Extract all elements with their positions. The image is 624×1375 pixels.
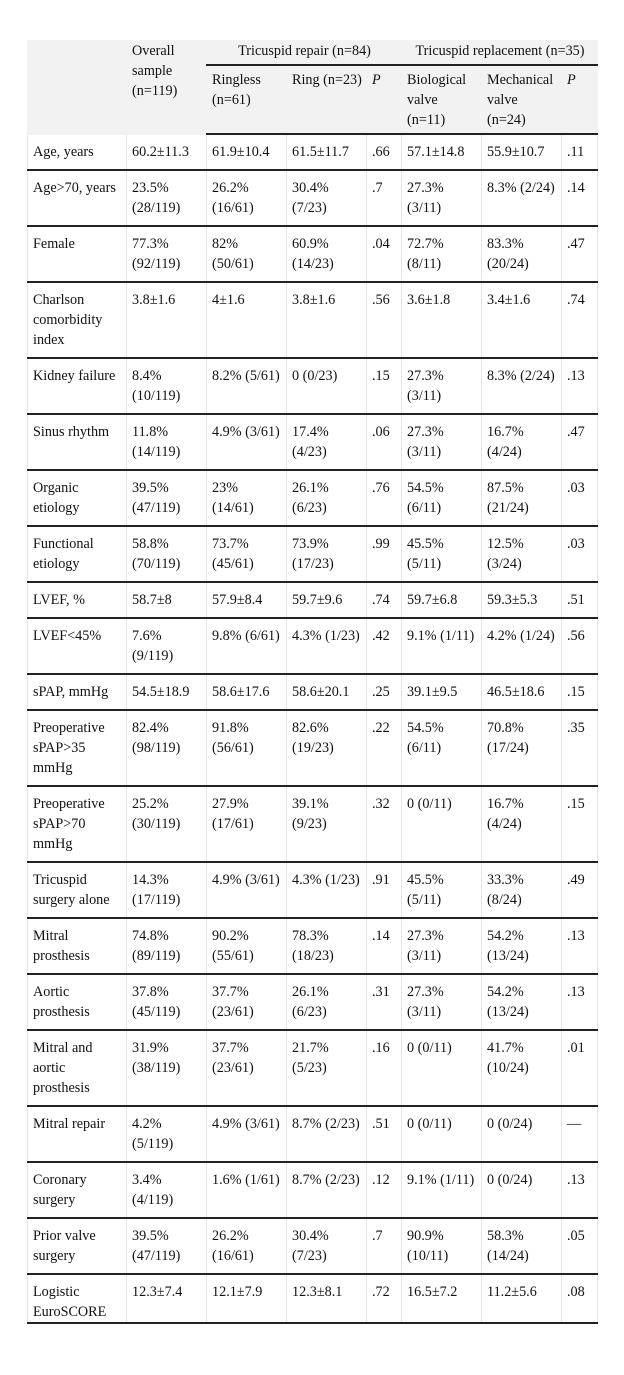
cell-ring: 73.9% (17/23) [287, 526, 367, 582]
cell-overall: 7.6% (9/119) [127, 618, 207, 674]
cell-biological: 27.3% (3/11) [402, 414, 482, 470]
row-label: Logistic EuroSCORE [28, 1274, 127, 1323]
header-ringless: Ringless (n=61) [207, 65, 287, 134]
table-row [28, 170, 598, 226]
row-label: Functional etiology [28, 526, 127, 582]
cell-ring: 4.3% (1/23) [287, 618, 367, 674]
cell-p-replacement: .35 [562, 710, 598, 786]
cell-ringless: 57.9±8.4 [207, 582, 287, 618]
cell-mechanical: 41.7% (10/24) [482, 1030, 562, 1106]
cell-ring: 12.3±8.1 [287, 1274, 367, 1323]
table-row [28, 1030, 598, 1106]
cell-overall: 77.3% (92/119) [127, 226, 207, 282]
cell-ring: 4.3% (1/23) [287, 862, 367, 918]
cell-p-replacement: .14 [562, 170, 598, 226]
cell-ring: 58.6±20.1 [287, 674, 367, 710]
cell-p-replacement: .13 [562, 918, 598, 974]
cell-ring: 17.4% (4/23) [287, 414, 367, 470]
cell-biological: 27.3% (3/11) [402, 358, 482, 414]
cell-mechanical: 16.7% (4/24) [482, 414, 562, 470]
cell-p-repair: .66 [367, 134, 402, 170]
row-label: Preoperative sPAP>70 mmHg [28, 786, 127, 862]
cell-biological: 3.6±1.8 [402, 282, 482, 358]
table-container [27, 40, 597, 1324]
table-row [28, 282, 598, 358]
header-replacement-group: Tricuspid replacement (n=35) [402, 41, 598, 66]
table-row [28, 470, 598, 526]
cell-p-repair: .25 [367, 674, 402, 710]
cell-p-replacement: .47 [562, 414, 598, 470]
cell-p-replacement: .49 [562, 862, 598, 918]
header-row-1 [28, 41, 598, 66]
cell-ring: 26.1% (6/23) [287, 974, 367, 1030]
cell-overall: 14.3% (17/119) [127, 862, 207, 918]
cell-p-repair: .99 [367, 526, 402, 582]
cell-ring: 82.6% (19/23) [287, 710, 367, 786]
cell-mechanical: 33.3% (8/24) [482, 862, 562, 918]
table-row [28, 526, 598, 582]
cell-biological: 9.1% (1/11) [402, 1162, 482, 1218]
cell-ring: 39.1% (9/23) [287, 786, 367, 862]
cell-ringless: 26.2% (16/61) [207, 170, 287, 226]
cell-ring: 3.8±1.6 [287, 282, 367, 358]
cell-p-replacement: .03 [562, 526, 598, 582]
cell-ringless: 91.8% (56/61) [207, 710, 287, 786]
cell-p-replacement: .13 [562, 358, 598, 414]
cell-overall: 25.2% (30/119) [127, 786, 207, 862]
cell-ring: 60.9% (14/23) [287, 226, 367, 282]
cell-ringless: 1.6% (1/61) [207, 1162, 287, 1218]
cell-p-replacement: — [562, 1106, 598, 1162]
cell-p-replacement: .08 [562, 1274, 598, 1323]
cell-overall: 3.8±1.6 [127, 282, 207, 358]
cell-mechanical: 70.8% (17/24) [482, 710, 562, 786]
cell-biological: 0 (0/11) [402, 786, 482, 862]
cell-p-repair: .76 [367, 470, 402, 526]
header-corner [28, 41, 127, 135]
cell-ringless: 61.9±10.4 [207, 134, 287, 170]
cell-ringless: 90.2% (55/61) [207, 918, 287, 974]
cell-mechanical: 0 (0/24) [482, 1162, 562, 1218]
cell-biological: 45.5% (5/11) [402, 862, 482, 918]
cell-ringless: 82% (50/61) [207, 226, 287, 282]
cell-overall: 82.4% (98/119) [127, 710, 207, 786]
baseline-characteristics-table [27, 40, 598, 1324]
cell-p-replacement: .03 [562, 470, 598, 526]
table-row [28, 1218, 598, 1274]
cell-ringless: 73.7% (45/61) [207, 526, 287, 582]
row-label: Coronary surgery [28, 1162, 127, 1218]
cell-overall: 11.8% (14/119) [127, 414, 207, 470]
table-row [28, 974, 598, 1030]
header-p-repair: P [367, 65, 402, 134]
table-row [28, 414, 598, 470]
cell-p-repair: .42 [367, 618, 402, 674]
cell-ringless: 4.9% (3/61) [207, 414, 287, 470]
cell-biological: 45.5% (5/11) [402, 526, 482, 582]
row-label: Tricuspid surgery alone [28, 862, 127, 918]
row-label: Charlson comorbidity index [28, 282, 127, 358]
cell-mechanical: 83.3% (20/24) [482, 226, 562, 282]
cell-biological: 57.1±14.8 [402, 134, 482, 170]
row-label: Female [28, 226, 127, 282]
table-row [28, 582, 598, 618]
cell-mechanical: 0 (0/24) [482, 1106, 562, 1162]
cell-overall: 74.8% (89/119) [127, 918, 207, 974]
cell-biological: 90.9% (10/11) [402, 1218, 482, 1274]
cell-ring: 30.4% (7/23) [287, 1218, 367, 1274]
row-label: LVEF<45% [28, 618, 127, 674]
cell-ringless: 12.1±7.9 [207, 1274, 287, 1323]
cell-p-replacement: .11 [562, 134, 598, 170]
cell-mechanical: 58.3% (14/24) [482, 1218, 562, 1274]
cell-ringless: 8.2% (5/61) [207, 358, 287, 414]
cell-overall: 12.3±7.4 [127, 1274, 207, 1323]
cell-ringless: 4.9% (3/61) [207, 1106, 287, 1162]
cell-p-replacement: .47 [562, 226, 598, 282]
cell-mechanical: 46.5±18.6 [482, 674, 562, 710]
table-row [28, 618, 598, 674]
cell-overall: 4.2% (5/119) [127, 1106, 207, 1162]
cell-ring: 0 (0/23) [287, 358, 367, 414]
cell-ringless: 4.9% (3/61) [207, 862, 287, 918]
cell-mechanical: 87.5% (21/24) [482, 470, 562, 526]
table-body [28, 134, 598, 1323]
table-header [28, 41, 598, 135]
cell-biological: 39.1±9.5 [402, 674, 482, 710]
cell-p-repair: .14 [367, 918, 402, 974]
row-label: Age>70, years [28, 170, 127, 226]
cell-ringless: 27.9% (17/61) [207, 786, 287, 862]
row-label: Age, years [28, 134, 127, 170]
cell-overall: 54.5±18.9 [127, 674, 207, 710]
header-repair-group: Tricuspid repair (n=84) [207, 41, 402, 66]
cell-overall: 3.4% (4/119) [127, 1162, 207, 1218]
cell-mechanical: 55.9±10.7 [482, 134, 562, 170]
cell-biological: 54.5% (6/11) [402, 710, 482, 786]
cell-mechanical: 54.2% (13/24) [482, 974, 562, 1030]
table-row [28, 786, 598, 862]
cell-ring: 78.3% (18/23) [287, 918, 367, 974]
cell-ring: 21.7% (5/23) [287, 1030, 367, 1106]
cell-p-repair: .7 [367, 1218, 402, 1274]
cell-ring: 8.7% (2/23) [287, 1162, 367, 1218]
cell-biological: 72.7% (8/11) [402, 226, 482, 282]
table-row [28, 226, 598, 282]
cell-biological: 0 (0/11) [402, 1030, 482, 1106]
row-label: Preoperative sPAP>35 mmHg [28, 710, 127, 786]
table-row [28, 710, 598, 786]
cell-p-repair: .51 [367, 1106, 402, 1162]
cell-ring: 8.7% (2/23) [287, 1106, 367, 1162]
cell-ring: 30.4% (7/23) [287, 170, 367, 226]
cell-overall: 8.4% (10/119) [127, 358, 207, 414]
cell-p-repair: .16 [367, 1030, 402, 1106]
row-label: Kidney failure [28, 358, 127, 414]
cell-ringless: 58.6±17.6 [207, 674, 287, 710]
cell-mechanical: 59.3±5.3 [482, 582, 562, 618]
cell-p-replacement: .13 [562, 1162, 598, 1218]
table-row [28, 918, 598, 974]
cell-biological: 27.3% (3/11) [402, 170, 482, 226]
table-row [28, 674, 598, 710]
cell-ring: 61.5±11.7 [287, 134, 367, 170]
header-ring: Ring (n=23) [287, 65, 367, 134]
row-label: Organic etiology [28, 470, 127, 526]
cell-ring: 26.1% (6/23) [287, 470, 367, 526]
cell-biological: 0 (0/11) [402, 1106, 482, 1162]
cell-overall: 58.7±8 [127, 582, 207, 618]
cell-p-repair: .31 [367, 974, 402, 1030]
cell-biological: 27.3% (3/11) [402, 974, 482, 1030]
cell-p-replacement: .01 [562, 1030, 598, 1106]
row-label: Aortic prosthesis [28, 974, 127, 1030]
cell-p-replacement: .05 [562, 1218, 598, 1274]
header-mechanical: Mechanical valve (n=24) [482, 65, 562, 134]
table-row [28, 358, 598, 414]
cell-ringless: 37.7% (23/61) [207, 974, 287, 1030]
cell-p-repair: .72 [367, 1274, 402, 1323]
cell-ring: 59.7±9.6 [287, 582, 367, 618]
cell-ringless: 4±1.6 [207, 282, 287, 358]
header-overall: Overall sample (n=119) [127, 41, 207, 135]
row-label: Mitral prosthesis [28, 918, 127, 974]
cell-overall: 37.8% (45/119) [127, 974, 207, 1030]
cell-biological: 59.7±6.8 [402, 582, 482, 618]
cell-p-repair: .32 [367, 786, 402, 862]
cell-biological: 54.5% (6/11) [402, 470, 482, 526]
cell-overall: 23.5% (28/119) [127, 170, 207, 226]
cell-mechanical: 54.2% (13/24) [482, 918, 562, 974]
header-biological: Biological valve (n=11) [402, 65, 482, 134]
cell-overall: 39.5% (47/119) [127, 1218, 207, 1274]
cell-mechanical: 16.7% (4/24) [482, 786, 562, 862]
header-p-replacement: P [562, 65, 598, 134]
cell-p-repair: .91 [367, 862, 402, 918]
table-row [28, 1274, 598, 1323]
cell-p-replacement: .56 [562, 618, 598, 674]
cell-ringless: 37.7% (23/61) [207, 1030, 287, 1106]
table-row [28, 1106, 598, 1162]
table-row [28, 134, 598, 170]
cell-p-repair: .06 [367, 414, 402, 470]
cell-overall: 39.5% (47/119) [127, 470, 207, 526]
cell-overall: 31.9% (38/119) [127, 1030, 207, 1106]
cell-p-repair: .15 [367, 358, 402, 414]
cell-overall: 60.2±11.3 [127, 134, 207, 170]
cell-p-repair: .56 [367, 282, 402, 358]
cell-p-repair: .12 [367, 1162, 402, 1218]
row-label: Sinus rhythm [28, 414, 127, 470]
table-row [28, 1162, 598, 1218]
cell-biological: 27.3% (3/11) [402, 918, 482, 974]
cell-p-repair: .04 [367, 226, 402, 282]
cell-mechanical: 4.2% (1/24) [482, 618, 562, 674]
cell-ringless: 9.8% (6/61) [207, 618, 287, 674]
cell-overall: 58.8% (70/119) [127, 526, 207, 582]
cell-p-replacement: .74 [562, 282, 598, 358]
cell-p-replacement: .15 [562, 674, 598, 710]
cell-p-replacement: .13 [562, 974, 598, 1030]
cell-ringless: 26.2% (16/61) [207, 1218, 287, 1274]
cell-biological: 9.1% (1/11) [402, 618, 482, 674]
table-row [28, 862, 598, 918]
row-label: Prior valve surgery [28, 1218, 127, 1274]
cell-mechanical: 11.2±5.6 [482, 1274, 562, 1323]
cell-mechanical: 8.3% (2/24) [482, 358, 562, 414]
row-label: sPAP, mmHg [28, 674, 127, 710]
cell-mechanical: 12.5% (3/24) [482, 526, 562, 582]
cell-p-repair: .22 [367, 710, 402, 786]
row-label: Mitral and aortic prosthesis [28, 1030, 127, 1106]
cell-biological: 16.5±7.2 [402, 1274, 482, 1323]
row-label: LVEF, % [28, 582, 127, 618]
cell-p-repair: .7 [367, 170, 402, 226]
cell-p-repair: .74 [367, 582, 402, 618]
cell-mechanical: 3.4±1.6 [482, 282, 562, 358]
cell-ringless: 23% (14/61) [207, 470, 287, 526]
row-label: Mitral repair [28, 1106, 127, 1162]
cell-p-replacement: .15 [562, 786, 598, 862]
cell-p-replacement: .51 [562, 582, 598, 618]
cell-mechanical: 8.3% (2/24) [482, 170, 562, 226]
